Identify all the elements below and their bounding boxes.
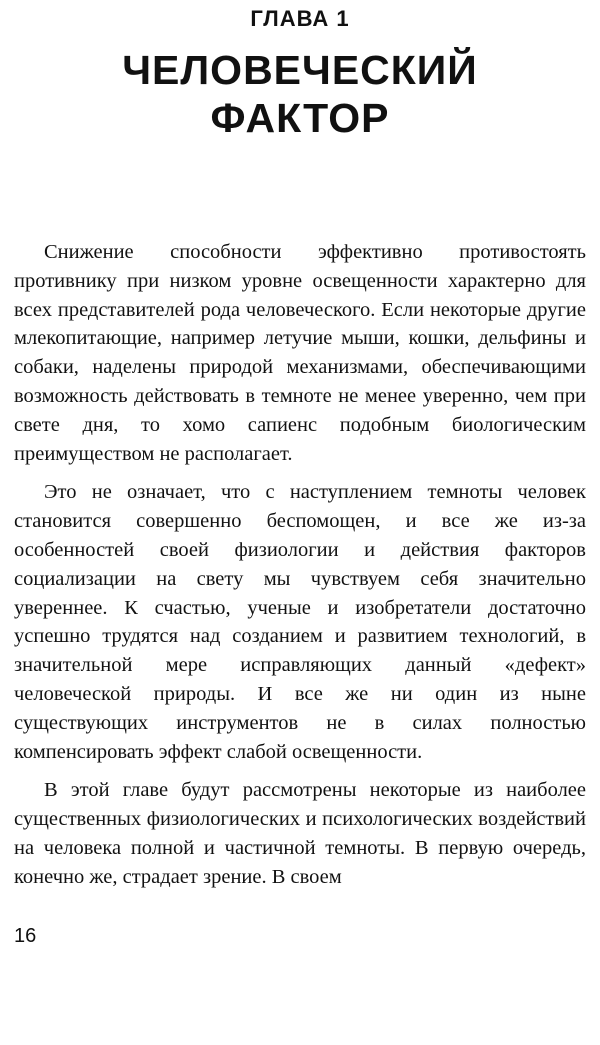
chapter-title (0, 46, 600, 142)
chapter-title-line-1: ЧЕЛОВЕЧЕСКИЙ (122, 47, 478, 93)
paragraph-1: Снижение способности эффективно противостоять противнику при низком уровне освещенности характерно для всех представителей рода человеческого. Если некоторые другие млекопитающие, например летучие мыши, кошки, дельфины и собаки, наделены природой механизмами, обеспечивающими возможность действовать в темноте не менее уверенно, чем при свете дня, то хомо сапиенс подобным биологическим преимуществом не располагает. (14, 241, 586, 465)
chapter-label: ГЛАВА 1 (250, 6, 350, 31)
page-number: 16 (14, 925, 37, 947)
chapter-title-line-2: ФАКТОР (210, 95, 390, 141)
paragraph-2: Это не означает, что с наступлением темноты человек становится совершенно беспомощен, и все же из-за особенностей своей физиологии и действия факторов социализации на свету мы чувствуем себя значительно увереннее. К счастью, ученые и изобретатели достаточно успешно трудятся над созданием и развитием технологий, в значительной мере исправляющих данный «дефект» человеческой природы. И все же ни один из ныне существующих инструментов не в силах полностью компенсировать эффект слабой освещенности. (14, 481, 586, 763)
paragraph-3: В этой главе будут рассмотрены некоторые из наиболее существенных физиологических и психологических воздействий на человека полной и частичной темноты. В первую очередь, конечно же, страдает зрение. В своем (14, 779, 586, 888)
body-text (14, 238, 586, 902)
